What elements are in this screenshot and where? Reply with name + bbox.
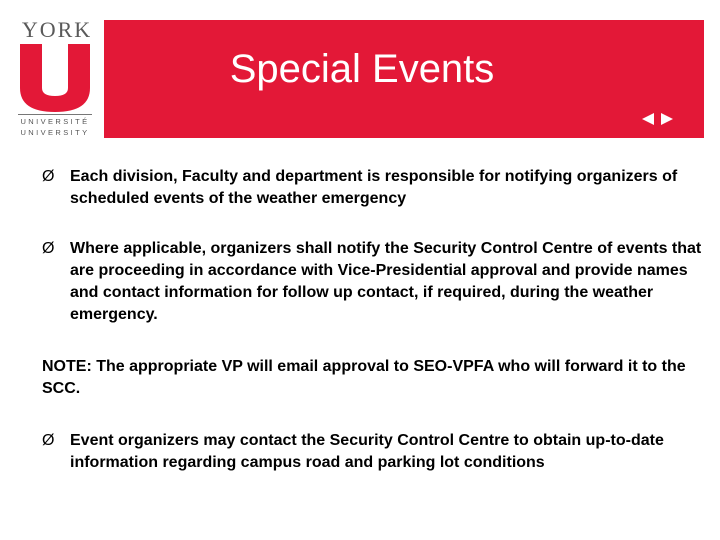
logo-french-word: UNIVERSITÉ (20, 117, 90, 126)
arrow-bullet-icon: Ø (42, 168, 55, 185)
previous-slide-icon[interactable] (642, 113, 654, 125)
arrow-bullet-icon: Ø (42, 432, 55, 449)
logo-u-mark (20, 44, 90, 112)
title-banner (104, 20, 704, 138)
slide-title: Special Events (229, 47, 495, 91)
logo-york-text: YORK (21, 17, 93, 42)
list-item (42, 238, 702, 326)
bullet-text: Where applicable, organizers shall notify the Security Control Centre of events that are proceeding in accordance with Vice-Presidential approval and provide names and contact information for follow up contact, if required, during the weather emergency. (70, 240, 702, 323)
next-slide-icon[interactable] (661, 113, 673, 125)
logo-divider (18, 114, 92, 115)
bullet-text: Event organizers may contact the Security Control Centre to obtain up-to-date information regarding campus road and parking lot conditions (70, 432, 664, 471)
note-text: NOTE: The appropriate VP will email approval to SEO-VPFA who will forward it to the SCC. (42, 358, 686, 397)
bullet-text: Each division, Faculty and department is responsible for notifying organizers of scheduled events of the weather emergency (70, 168, 678, 207)
logo-english-word: UNIVERSITY (20, 128, 90, 137)
arrow-bullet-icon: Ø (42, 240, 55, 257)
list-item (42, 166, 702, 210)
york-university-logo (14, 18, 96, 140)
list-item (42, 430, 702, 474)
